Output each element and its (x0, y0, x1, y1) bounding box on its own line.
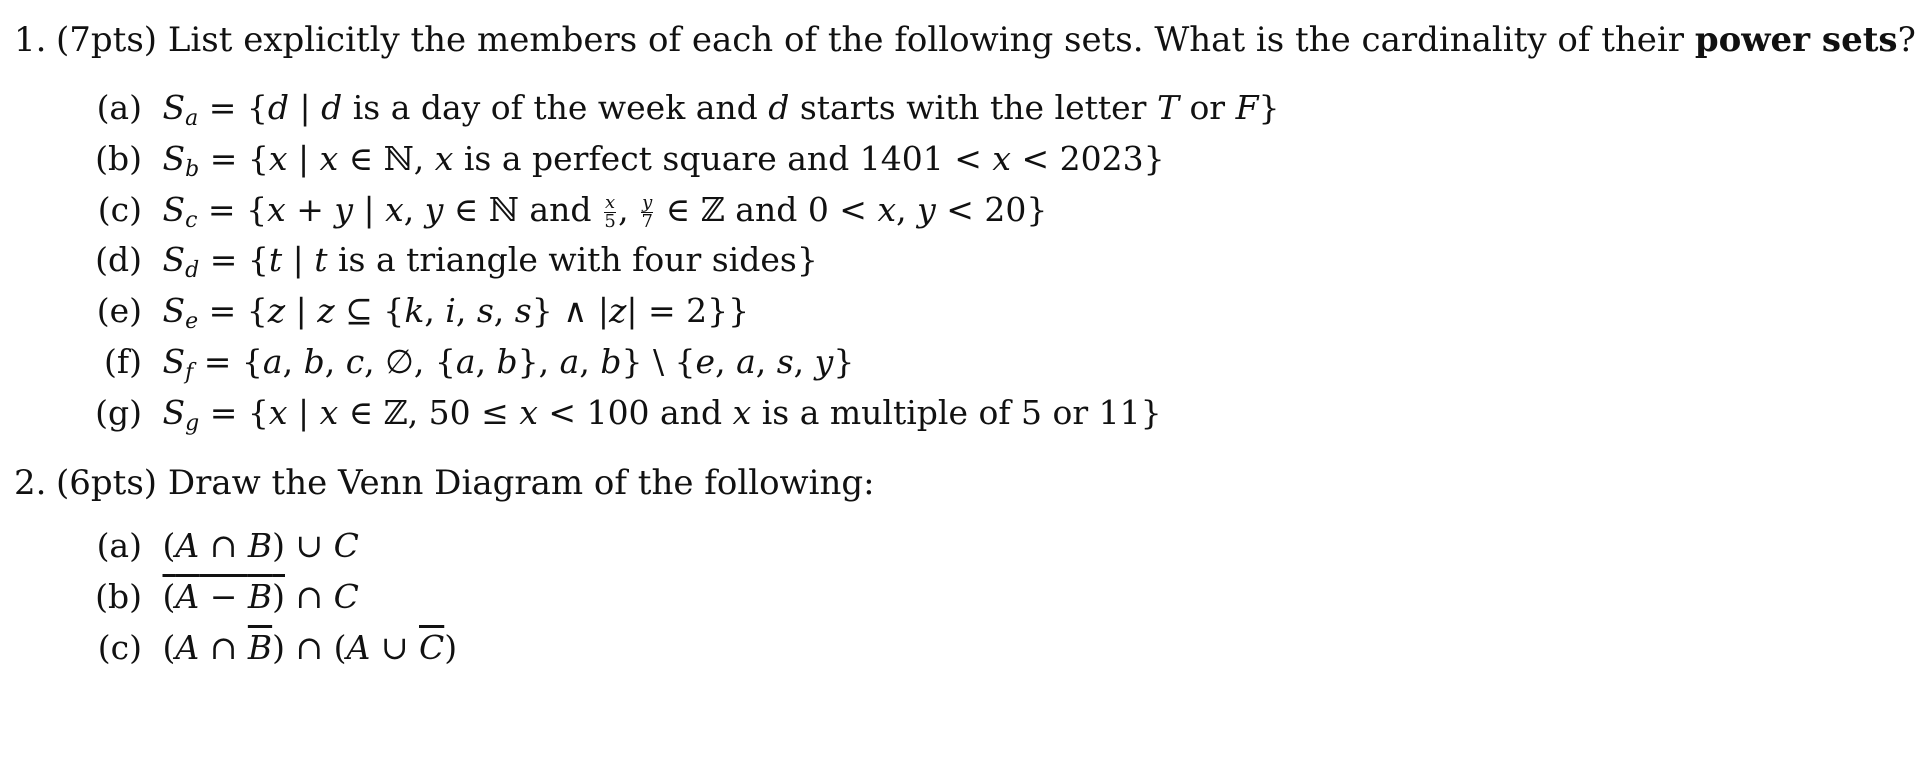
question-1-number: 1. (14, 20, 47, 60)
question-1-text-end: ? (1897, 20, 1916, 60)
q1-item-d-expression: $S_d = \{t$ | t is a triangle with four sides} (162, 240, 818, 283)
q2-item-a-expression: (A ∩ B) ∪ C (162, 526, 359, 565)
q1-item-e (76, 289, 749, 344)
q1-item-c-expression: $S_c = \{x + y$ | x, y ∈ ℕ and $\frac{x}{5}$ , $\frac{y}{7}$ ∈ ℤ and 0 < x, y < 20} (162, 190, 1048, 233)
q1-item-f (76, 340, 854, 395)
q2-item-b (76, 575, 359, 619)
q1-item-a (76, 86, 1279, 141)
q2-item-c-expression: (A ∩ $\overline{B}$) ∩ (A ∪ $\overline{C}$) (162, 628, 458, 667)
q2-item-b-expression: (A − B) ∩ C (162, 577, 359, 616)
item-label: (f) (104, 342, 142, 381)
item-label: (d) (95, 240, 142, 279)
item-label: (a) (96, 88, 142, 127)
item-label: (b) (95, 577, 142, 616)
q1-item-b-expression: $S_b = \{x$ | x ∈ ℕ, x is a perfect square and 1401 < x < 2023} (162, 139, 1165, 182)
item-label: (g) (95, 393, 142, 432)
question-2-number: 2. (14, 463, 47, 503)
q2-item-c (76, 626, 457, 670)
q1-item-c (76, 188, 1047, 243)
item-label: (c) (97, 628, 142, 667)
item-label: (c) (97, 190, 142, 229)
question-1-bold-term: power sets (1694, 20, 1898, 60)
item-label: (a) (96, 526, 142, 565)
q1-item-a-expression: $S_a = \{d$ | d is a day of the week and d starts with the letter T or F} (162, 88, 1280, 131)
question-1-heading (14, 18, 1916, 62)
q1-item-b (76, 137, 1165, 192)
item-label: (b) (95, 139, 142, 178)
question-2-heading (14, 461, 875, 505)
q2-item-a (76, 524, 359, 568)
q1-item-f-expression: $S_f = \{a$, b, c, ∅, {a, b}, a, b} \ {e, a, s, y} (162, 342, 855, 385)
item-label: (e) (96, 291, 142, 330)
q1-item-e-expression: $S_e = \{z$ | z ⊆ {k, i, s, s} ∧ |z| = 2}} (162, 291, 750, 334)
q1-item-g (76, 391, 1162, 446)
q1-item-g-expression: $S_g = \{x$ | x ∈ ℤ, 50 ≤ x < 100 and x is a multiple of 5 or 11} (162, 393, 1162, 436)
q1-item-d (76, 238, 818, 293)
question-1-text: (7pts) List explicitly the members of each of the following sets. What is the cardinality of their (56, 20, 1695, 60)
question-2-text: (6pts) Draw the Venn Diagram of the following: (56, 463, 875, 503)
